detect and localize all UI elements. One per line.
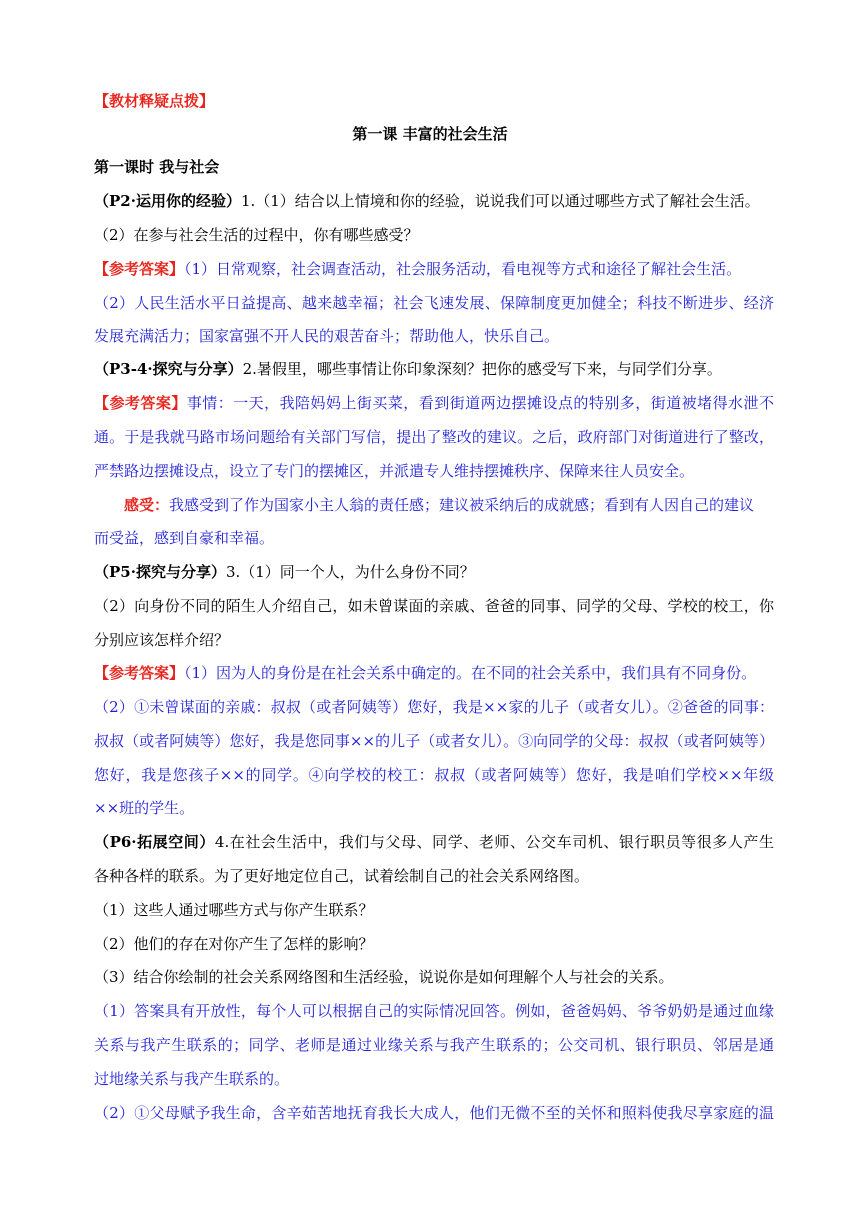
lesson-title: 第一课 丰富的社会生活 xyxy=(352,125,508,143)
answer-tag: 【参考答案】 xyxy=(94,394,187,412)
question-2-line-1: （P3-4·探究与分享）2.暑假里，哪些事情让你印象深刻？把你的感受写下来，与同学们分享。 xyxy=(94,360,722,378)
answer-3-line-4: 您好，我是您孩子××的同学。④向学校的校工：叔叔（或者阿姨等）您好，我是咱们学校××年级 xyxy=(94,766,774,784)
answer-4-line-1: （1）答案具有开放性，每个人可以根据自己的实际情况回答。例如，爸爸妈妈、爷爷奶奶是通过血缘 xyxy=(94,1002,774,1020)
question-4-tag: （P6·拓展空间） xyxy=(94,833,215,851)
question-1-line-2: （2）在参与社会生活的过程中，你有哪些感受？ xyxy=(94,226,419,244)
answer-2-line-2: 通。于是我就马路市场问题给有关部门写信，提出了整改的建议。之后，政府部门对街道进行了整改， xyxy=(94,428,774,446)
answer-2-line-3: 严禁路边摆摊设点，设立了专门的摆摊区，并派遣专人维持摆摊秩序、保障来往人员安全。 xyxy=(94,462,695,480)
question-4-line-2: 各种各样的联系。为了更好地定位自己，试着绘制自己的社会关系网络图。 xyxy=(94,867,590,885)
question-4-line-5: （3）结合你绘制的社会关系网络图和生活经验，说说你是如何理解个人与社会的关系。 xyxy=(94,968,674,986)
answer-2-line-4: 感受：我感受到了作为国家小主人翁的责任感；建议被采纳后的成就感；看到有人因自己的建议 xyxy=(124,496,755,514)
answer-3-line-2: （2）①未曾谋面的亲戚：叔叔（或者阿姨等）您好，我是××家的儿子（或者女儿）。②爸爸的同事： xyxy=(94,698,774,716)
period-title: 第一课时 我与社会 xyxy=(94,158,220,176)
answer-1-line-3: 发展充满活力；国家富强不开人民的艰苦奋斗；帮助他人，快乐自己。 xyxy=(94,327,560,345)
question-4-line-1: （P6·拓展空间）4.在社会生活中，我们与父母、同学、老师、公交车司机、银行职员等很多人产生 xyxy=(94,833,774,851)
answer-2-line-5: 而受益，感到自豪和幸福。 xyxy=(94,529,275,547)
answer-3-line-1: 【参考答案】（1）因为人的身份是在社会关系中确定的。在不同的社会关系中，我们具有不同身份。 xyxy=(94,664,757,682)
answer-3-line-5: ××班的学生。 xyxy=(94,799,195,817)
question-4-line-3: （1）这些人通过哪些方式与你产生联系？ xyxy=(94,901,374,919)
question-4-line-4: （2）他们的存在对你产生了怎样的影响？ xyxy=(94,935,374,953)
question-3-line-2: （2）向身份不同的陌生人介绍自己，如未曾谋面的亲戚、爸爸的同事、同学的父母、学校的校工，你 xyxy=(94,597,774,615)
question-2-tag: （P3-4·探究与分享） xyxy=(94,360,243,378)
answer-tag: 【参考答案】 xyxy=(94,664,185,682)
feeling-label: 感受： xyxy=(124,496,170,514)
question-3-line-1: （P5·探究与分享）3.（1）同一个人，为什么身份不同？ xyxy=(94,563,475,581)
question-3-tag: （P5·探究与分享） xyxy=(94,563,226,581)
section-tag: 【教材释疑点拨】 xyxy=(94,92,215,110)
question-1-line-1: （P2·运用你的经验）1.（1）结合以上情境和你的经验，说说我们可以通过哪些方式了解社会生活。 xyxy=(94,192,760,210)
answer-3-line-3: 叔叔（或者阿姨等）您好，我是您同事××的儿子（或者女儿）。③向同学的父母：叔叔（或者阿姨等） xyxy=(94,732,774,750)
answer-2-line-1: 【参考答案】事情：一天，我陪妈妈上街买菜，看到街道两边摆摊设点的特别多，街道被堵得水泄不 xyxy=(94,394,774,412)
answer-4-line-3: 过地缘关系与我产生联系的。 xyxy=(94,1070,290,1088)
answer-4-line-2: 关系与我产生联系的；同学、老师是通过业缘关系与我产生联系的；公交司机、银行职员、邻居是通 xyxy=(94,1036,774,1054)
answer-4-line-4: （2）①父母赋予我生命，含辛茹苦地抚育我长大成人，他们无微不至的关怀和照料使我尽享家庭的温 xyxy=(94,1104,774,1122)
answer-tag: 【参考答案】 xyxy=(94,260,185,278)
question-1-tag: （P2·运用你的经验） xyxy=(94,192,241,210)
question-3-line-3: 分别应该怎样介绍？ xyxy=(94,631,230,649)
answer-1-line-1: 【参考答案】（1）日常观察，社会调查活动，社会服务活动，看电视等方式和途径了解社会生活。 xyxy=(94,260,742,278)
answer-1-line-2: （2）人民生活水平日益提高、越来越幸福；社会飞速发展、保障制度更加健全；科技不断进步、经济 xyxy=(94,294,774,312)
